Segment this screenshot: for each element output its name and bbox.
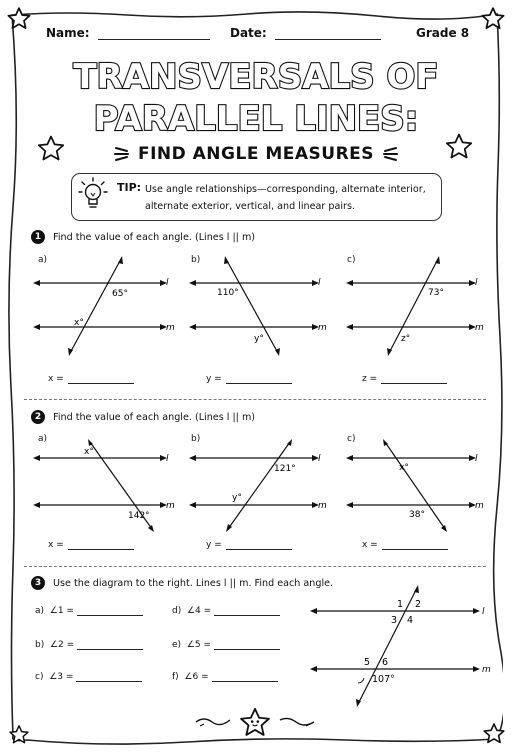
problem-label: a) — [38, 434, 48, 444]
problem-label: a) — [38, 255, 48, 265]
svg-text:TRANSVERSALS OF: TRANSVERSALS OF — [73, 57, 439, 97]
answer-1a[interactable]: x = — [48, 374, 134, 384]
tip-label: TIP: — [117, 181, 142, 194]
section-instruction: Find the value of each angle. (Lines l || m) — [53, 411, 256, 423]
svg-text:l: l — [475, 454, 478, 464]
svg-text:5: 5 — [364, 657, 371, 668]
grade-label: Grade 8 — [416, 26, 470, 40]
svg-text:l: l — [482, 607, 485, 617]
answer-1c[interactable]: z = — [362, 374, 447, 384]
diagram-1b — [186, 255, 336, 360]
answer-2b[interactable]: y = — [206, 540, 292, 550]
svg-text:6: 6 — [382, 657, 389, 668]
section-number: 2 — [31, 410, 45, 424]
star-icon — [6, 6, 32, 32]
svg-text:l: l — [318, 454, 321, 464]
svg-text:m: m — [482, 665, 491, 675]
angle-answer-1[interactable]: a) ∠1 = — [35, 606, 143, 616]
section-instruction: Find the value of each angle. (Lines l || m) — [53, 231, 256, 243]
bottom-squiggle-left-icon — [194, 712, 234, 728]
svg-text:PARALLEL LINES:: PARALLEL LINES: — [93, 99, 419, 139]
diagram-1c — [343, 255, 493, 360]
page-title — [0, 52, 512, 142]
svg-text:z°: z° — [401, 334, 411, 344]
svg-text:m: m — [166, 501, 175, 511]
svg-text:l: l — [166, 454, 169, 464]
svg-text:m: m — [475, 323, 484, 333]
bottom-squiggle-right-icon — [276, 712, 316, 728]
svg-text:65°: 65° — [112, 289, 128, 299]
angle-answer-4[interactable]: d) ∠4 = — [172, 606, 280, 616]
problem-label: c) — [347, 255, 356, 265]
page-subtitle: FIND ANGLE MEASURES — [137, 144, 375, 164]
squiggle-right-icon — [381, 145, 399, 163]
star-icon — [482, 722, 506, 746]
svg-text:1: 1 — [397, 599, 404, 610]
answer-2a[interactable]: x = — [48, 540, 134, 550]
problem-label: b) — [191, 434, 201, 444]
section-instruction: Use the diagram to the right. Lines l || m. Find each angle. — [53, 577, 334, 589]
smiling-star-icon — [238, 706, 272, 740]
svg-text:x°: x° — [399, 463, 409, 473]
svg-text:3: 3 — [391, 615, 398, 626]
lightbulb-icon — [78, 176, 108, 214]
svg-text:x°: x° — [74, 318, 84, 328]
star-icon — [480, 6, 506, 32]
date-field[interactable]: Date: — [230, 26, 381, 40]
angle-answer-5[interactable]: e) ∠5 = — [172, 640, 280, 650]
section-2-heading — [31, 410, 255, 424]
section-divider — [24, 399, 486, 400]
svg-text:73°: 73° — [428, 288, 444, 298]
diagram-3 — [306, 584, 496, 710]
svg-text:m: m — [475, 501, 484, 511]
problem-label: c) — [347, 434, 356, 444]
svg-text:107°: 107° — [372, 674, 395, 685]
section-divider — [24, 566, 486, 567]
svg-text:110°: 110° — [217, 288, 239, 298]
svg-text:y°: y° — [254, 334, 264, 344]
svg-text:142°: 142° — [128, 511, 150, 521]
diagram-1a — [30, 255, 180, 360]
diagram-2a — [30, 436, 180, 536]
problem-label: b) — [191, 255, 201, 265]
svg-text:m: m — [318, 501, 327, 511]
svg-text:38°: 38° — [409, 510, 425, 520]
svg-text:m: m — [318, 323, 327, 333]
tip-text: Use angle relationships—corresponding, alternate interior, alternate exterior, vertical, and linear pairs. — [145, 184, 426, 212]
section-number: 3 — [31, 576, 45, 590]
section-1-heading — [31, 230, 255, 244]
answer-2c[interactable]: x = — [362, 540, 448, 550]
diagram-2c — [343, 436, 493, 536]
svg-text:x°: x° — [84, 447, 94, 457]
section-3-heading — [31, 576, 333, 590]
name-field[interactable]: Name: — [46, 26, 210, 40]
angle-answer-6[interactable]: f) ∠6 = — [172, 672, 278, 682]
angle-answer-3[interactable]: c) ∠3 = — [35, 672, 142, 682]
svg-text:4: 4 — [407, 615, 414, 626]
svg-text:2: 2 — [415, 599, 422, 610]
angle-answer-2[interactable]: b) ∠2 = — [35, 640, 143, 650]
answer-1b[interactable]: y = — [206, 374, 292, 384]
svg-text:l: l — [475, 278, 478, 288]
svg-text:121°: 121° — [274, 464, 296, 474]
section-number: 1 — [31, 230, 45, 244]
svg-text:y°: y° — [232, 493, 242, 503]
star-icon — [8, 724, 30, 746]
svg-text:l: l — [166, 278, 169, 288]
svg-text:l: l — [318, 278, 321, 288]
diagram-2b — [186, 436, 336, 536]
svg-text:m: m — [166, 323, 175, 333]
